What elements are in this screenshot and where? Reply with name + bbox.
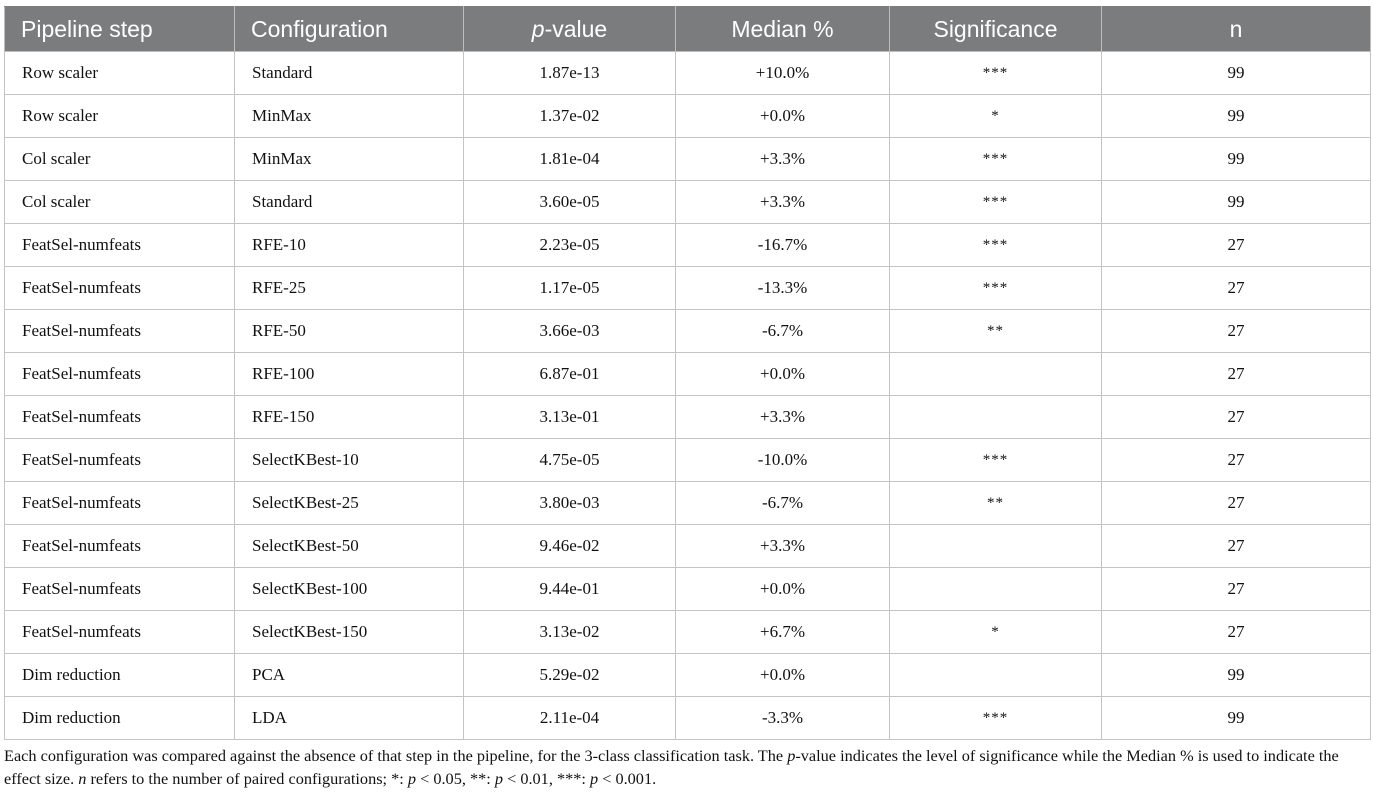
table-body [5,52,1371,740]
cell-configuration: SelectKBest-10 [235,439,464,482]
cell-p-value: 2.23e-05 [464,224,676,267]
cell-p-value: 4.75e-05 [464,439,676,482]
table-row [5,95,1371,138]
cell-significance: ** [890,482,1102,525]
cell-pipeline-step: Row scaler [5,52,235,95]
header-significance: Significance [890,7,1102,52]
cell-pipeline-step: Dim reduction [5,654,235,697]
cell-n: 27 [1102,396,1371,439]
cell-pipeline-step: FeatSel-numfeats [5,439,235,482]
cell-n: 27 [1102,482,1371,525]
cell-configuration: MinMax [235,95,464,138]
table-row [5,181,1371,224]
cell-median: +3.3% [676,396,890,439]
cell-significance: *** [890,439,1102,482]
footnote-n-letter: n [78,769,87,788]
cell-significance: * [890,95,1102,138]
table-row [5,611,1371,654]
header-median: Median % [676,7,890,52]
cell-pipeline-step: FeatSel-numfeats [5,310,235,353]
results-table [4,6,1371,740]
cell-n: 27 [1102,525,1371,568]
table-row [5,353,1371,396]
cell-significance: ** [890,310,1102,353]
cell-p-value: 1.81e-04 [464,138,676,181]
cell-configuration: RFE-25 [235,267,464,310]
cell-significance [890,525,1102,568]
cell-median: +0.0% [676,353,890,396]
cell-configuration: SelectKBest-100 [235,568,464,611]
table-row [5,396,1371,439]
cell-median: -13.3% [676,267,890,310]
cell-configuration: SelectKBest-150 [235,611,464,654]
cell-p-value: 9.46e-02 [464,525,676,568]
cell-pipeline-step: Dim reduction [5,697,235,740]
cell-pipeline-step: FeatSel-numfeats [5,525,235,568]
footnote-text-1: Each configuration was compared against the absence of that step in the pipeline, for the 3-class classification task. The [4,746,788,765]
cell-median: -10.0% [676,439,890,482]
cell-configuration: MinMax [235,138,464,181]
header-n: n [1102,7,1371,52]
cell-n: 27 [1102,568,1371,611]
cell-configuration: Standard [235,52,464,95]
table-row [5,52,1371,95]
cell-configuration: RFE-50 [235,310,464,353]
cell-median: +0.0% [676,95,890,138]
cell-significance: * [890,611,1102,654]
cell-n: 99 [1102,654,1371,697]
table-row [5,138,1371,181]
footnote-text-3: refers to the number of paired configurations; *: [86,769,408,788]
cell-pipeline-step: Col scaler [5,181,235,224]
footnote-text-2: -value indicates the level of significance while the Median % is used to indicate the effect size. [4,746,1339,788]
header-row [5,7,1371,52]
cell-n: 99 [1102,181,1371,224]
cell-p-value: 3.60e-05 [464,181,676,224]
footnote-p-letter: p [494,769,503,788]
cell-significance [890,568,1102,611]
cell-significance: *** [890,267,1102,310]
cell-pipeline-step: FeatSel-numfeats [5,611,235,654]
cell-pipeline-step: FeatSel-numfeats [5,482,235,525]
cell-pipeline-step: Row scaler [5,95,235,138]
cell-n: 27 [1102,310,1371,353]
cell-significance: *** [890,224,1102,267]
footnote-p-letter: p [407,769,417,788]
header-p-value [464,7,676,52]
cell-pipeline-step: FeatSel-numfeats [5,396,235,439]
cell-p-value: 5.29e-02 [464,654,676,697]
cell-p-value: 1.17e-05 [464,267,676,310]
cell-n: 99 [1102,697,1371,740]
cell-pipeline-step: Col scaler [5,138,235,181]
table-row [5,697,1371,740]
cell-configuration: RFE-100 [235,353,464,396]
cell-p-value: 9.44e-01 [464,568,676,611]
cell-significance [890,353,1102,396]
cell-n: 99 [1102,138,1371,181]
table-row [5,568,1371,611]
cell-configuration: LDA [235,697,464,740]
cell-p-value: 3.66e-03 [464,310,676,353]
cell-p-value: 1.87e-13 [464,52,676,95]
header-pipeline-step: Pipeline step [5,7,235,52]
cell-configuration: RFE-150 [235,396,464,439]
cell-significance: *** [890,52,1102,95]
footnote-text-6: < 0.001. [598,769,657,788]
cell-median: -16.7% [676,224,890,267]
cell-configuration: SelectKBest-25 [235,482,464,525]
header-p-rest: -value [544,15,608,42]
cell-p-value: 6.87e-01 [464,353,676,396]
cell-median: +3.3% [676,181,890,224]
footnote-text-4: < 0.05, **: [416,769,495,788]
cell-p-value: 3.80e-03 [464,482,676,525]
table-row [5,482,1371,525]
cell-median: +0.0% [676,568,890,611]
cell-significance: *** [890,181,1102,224]
cell-configuration: PCA [235,654,464,697]
header-configuration: Configuration [235,7,464,52]
table-row [5,654,1371,697]
results-table-container [4,6,1370,740]
table-row [5,310,1371,353]
cell-n: 27 [1102,353,1371,396]
cell-pipeline-step: FeatSel-numfeats [5,568,235,611]
cell-n: 27 [1102,611,1371,654]
cell-median: -3.3% [676,697,890,740]
cell-n: 99 [1102,52,1371,95]
table-row [5,525,1371,568]
cell-n: 27 [1102,267,1371,310]
cell-median: +3.3% [676,525,890,568]
table-row [5,224,1371,267]
cell-median: +10.0% [676,52,890,95]
cell-n: 99 [1102,95,1371,138]
cell-median: +3.3% [676,138,890,181]
cell-pipeline-step: FeatSel-numfeats [5,224,235,267]
table-footnote [4,744,1370,790]
cell-p-value: 2.11e-04 [464,697,676,740]
cell-p-value: 3.13e-02 [464,611,676,654]
cell-pipeline-step: FeatSel-numfeats [5,267,235,310]
cell-n: 27 [1102,224,1371,267]
table-row [5,267,1371,310]
cell-p-value: 3.13e-01 [464,396,676,439]
cell-configuration: SelectKBest-50 [235,525,464,568]
cell-significance: *** [890,697,1102,740]
cell-significance: *** [890,138,1102,181]
cell-significance [890,396,1102,439]
cell-n: 27 [1102,439,1371,482]
table-row [5,439,1371,482]
cell-median: -6.7% [676,310,890,353]
header-p-letter: p [531,15,545,42]
footnote-text-5: < 0.01, ***: [503,769,590,788]
cell-significance [890,654,1102,697]
cell-configuration: Standard [235,181,464,224]
cell-median: -6.7% [676,482,890,525]
cell-median: +0.0% [676,654,890,697]
cell-p-value: 1.37e-02 [464,95,676,138]
cell-pipeline-step: FeatSel-numfeats [5,353,235,396]
cell-median: +6.7% [676,611,890,654]
cell-configuration: RFE-10 [235,224,464,267]
footnote-p-letter: p [787,746,796,765]
footnote-p-letter: p [589,769,599,788]
